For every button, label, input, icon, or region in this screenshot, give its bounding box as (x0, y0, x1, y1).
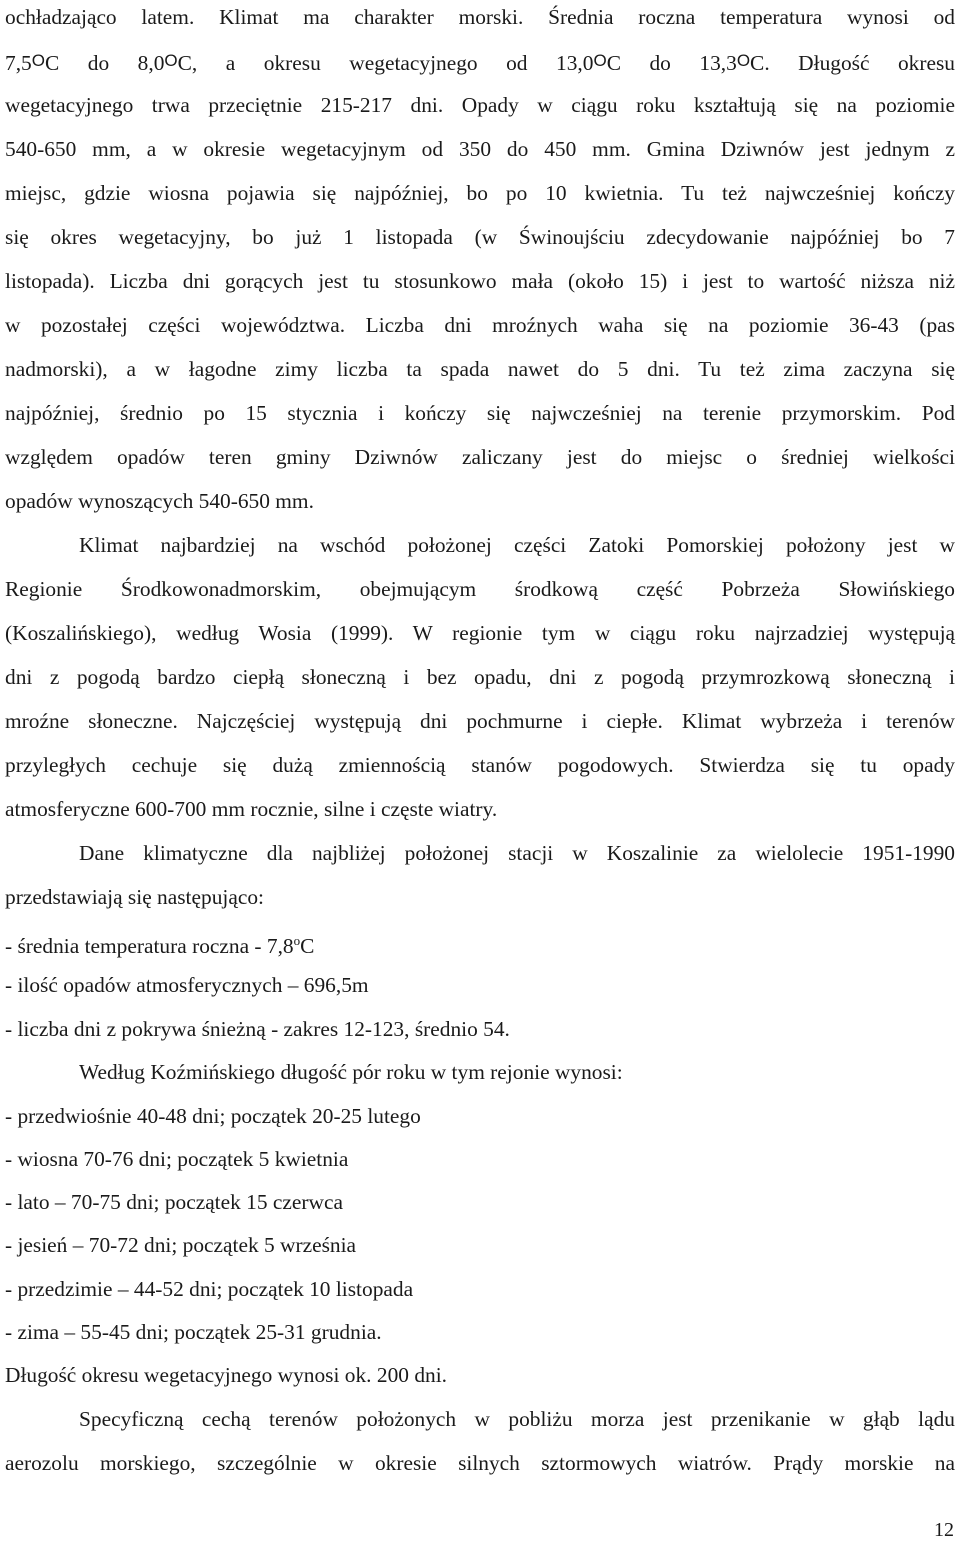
text-line: przyległych cechuje się dużą zmiennością stanów pogodowych. Stwierdza się tu opady (5, 753, 955, 777)
text-line: aerozolu morskiego, szczególnie w okresie silnych sztormowych wiatrów. Prądy morskie na (5, 1451, 955, 1475)
list-item: - lato – 70-75 dni; początek 15 czerwca (5, 1190, 343, 1214)
list-item: - jesień – 70-72 dni; początek 5 września (5, 1233, 357, 1257)
text-line: miejsc, gdzie wiosna pojawia się najpóźniej, bo po 10 kwietnia. Tu też najwcześniej kończy (5, 181, 956, 205)
text-line: Według Koźmińskiego długość pór roku w tym rejonie wynosi: (79, 1060, 623, 1084)
text-line: Dane klimatyczne dla najbliżej położonej stacji w Koszalinie za wielolecie 1951-1990 (79, 841, 955, 865)
text-line: w pozostałej części województwa. Liczba dni mroźnych waha się na poziomie 36-43 (pas (5, 313, 956, 337)
text-line: Specyficzną cechą terenów położonych w pobliżu morza jest przenikanie w głąb lądu (79, 1407, 955, 1431)
text-line: mroźne słoneczne. Najczęściej występują dni pochmurne i ciepłe. Klimat wybrzeża i terenów (5, 709, 955, 733)
text-line: (Koszalińskiego), według Wosia (1999). W regionie tym w ciągu roku najrzadziej występują (5, 621, 956, 645)
list-item: - przedwiośnie 40-48 dni; początek 20-25 lutego (5, 1104, 421, 1128)
text-line: Klimat najbardziej na wschód położonej części Zatoki Pomorskiej położony jest w (79, 533, 955, 557)
text-line: przedstawiają się następująco: (5, 885, 264, 909)
text-line: względem opadów teren gminy Dziwnów zaliczany jest do miejsc o średniej wielkości (5, 445, 955, 469)
list-item: - wiosna 70-76 dni; początek 5 kwietnia (5, 1147, 349, 1171)
list-item: - średnia temperatura roczna - 7,8$^o$C (5, 933, 315, 958)
text-line: opadów wynoszących 540-650 mm. (5, 489, 314, 513)
text-line: wegetacyjnego trwa przeciętnie 215-217 dni. Opady w ciągu roku kształtują się na poziomie (5, 93, 955, 117)
text-line: 7,5OC do 8,0OC, a okresu wegetacyjnego od 13,0OC do 13,3OC. Długość okresu (5, 51, 956, 75)
text-line: się okres wegetacyjny, bo już 1 listopada (w Świnoujściu zdecydowanie najpóźniej bo 7 (5, 225, 955, 249)
text-line: najpóźniej, średnio po 15 stycznia i kończy się najwcześniej na terenie przymorskim. Pod (5, 401, 955, 425)
text-line: Regionie Środkowonadmorskim, obejmującym środkową część Pobrzeża Słowińskiego (5, 577, 955, 601)
list-item: - ilość opadów atmosferycznych – 696,5m (5, 973, 369, 997)
text-line: ochładzająco latem. Klimat ma charakter morski. Średnia roczna temperatura wynosi od (5, 5, 955, 29)
text-line: Długość okresu wegetacyjnego wynosi ok. 200 dni. (5, 1363, 447, 1387)
list-item: - zima – 55-45 dni; początek 25-31 grudnia. (5, 1320, 382, 1344)
page-number: 12 (934, 1519, 954, 1541)
list-item: - przedzimie – 44-52 dni; początek 10 listopada (5, 1277, 414, 1301)
text-line: listopada). Liczba dni gorących jest tu stosunkowo mała (około 15) i jest to wartość niższa niż (5, 269, 955, 293)
text-line: nadmorski), a w łagodne zimy liczba ta spada nawet do 5 dni. Tu też zima zaczyna się (5, 357, 955, 381)
list-item: - liczba dni z pokrywa śnieżną - zakres 12-123, średnio 54. (5, 1017, 510, 1041)
text-line: atmosferyczne 600-700 mm rocznie, silne i częste wiatry. (5, 797, 498, 821)
text-line: 540-650 mm, a w okresie wegetacyjnym od 350 do 450 mm. Gmina Dziwnów jest jednym z (5, 137, 955, 161)
text-line: dni z pogodą bardzo ciepłą słoneczną i bez opadu, dni z pogodą przymrozkową słoneczną i (5, 665, 955, 689)
